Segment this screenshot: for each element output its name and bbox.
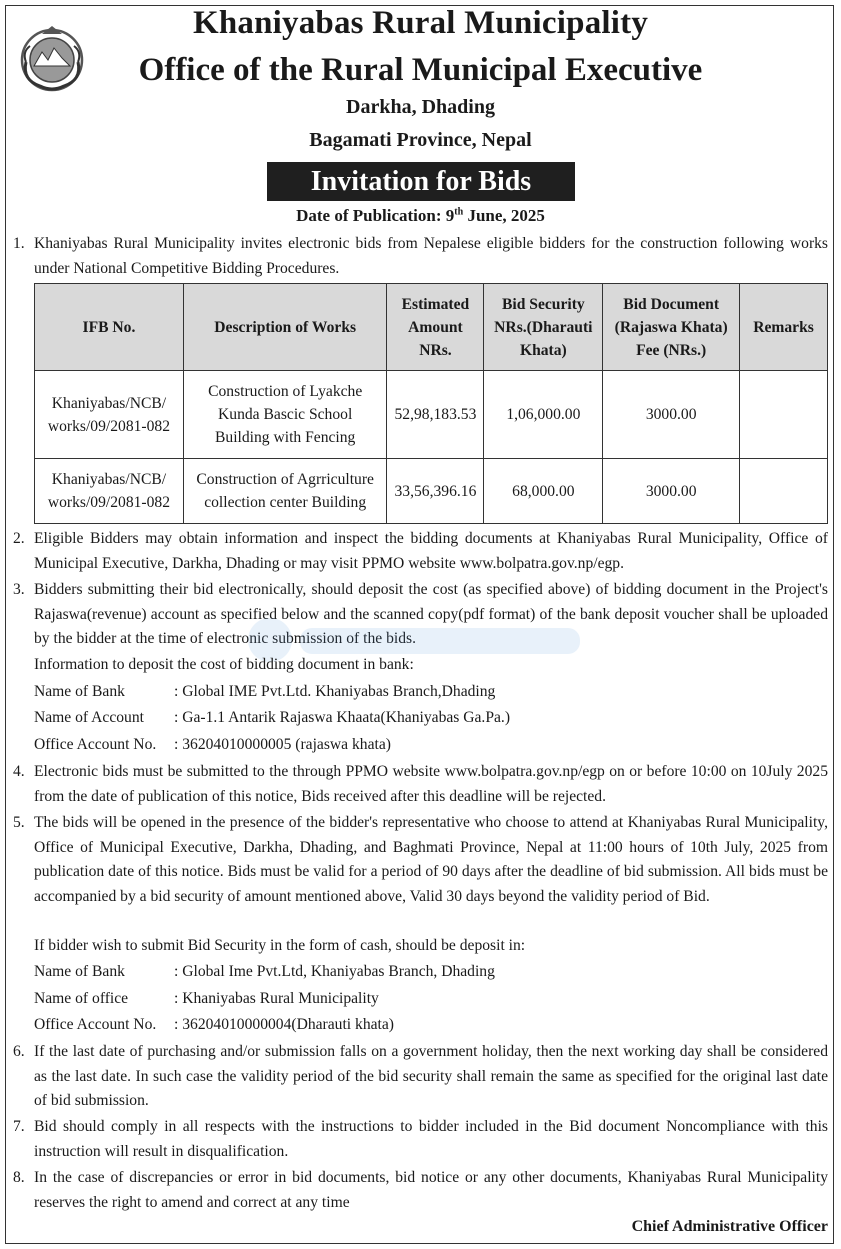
clause-6: 6. If the last date of purchasing and/or submission falls on a government holiday, then the next working day shall be considered as the last date. In such case the validity period of the bid security shall remain the same as specified for the original last date of bid submission. (13, 1043, 828, 1109)
security-acno-row: Office Account No. : 36204010000004(Dharauti khata) (34, 1016, 394, 1033)
deposit-bank-row: Name of Bank : Global IME Pvt.Ltd. Khaniyabas Branch,Dhading (34, 683, 496, 700)
clause-5: 5. The bids will be opened in the presence of the bidder's representative who choose to attend at Khaniyabas Rural Municipality, Office of Municipal Executive, Darkha, Dhading, and Baghmati Province, Nepal at 11:00 hours of 10th July, 2025 from publication date of this notice. Bids must be valid for a period of 90 days after the deadline of bid submission. All bids must be accompanied by a bid security of amount mentioned above, Valid 30 days beyond the validity period of Bid. (13, 814, 828, 905)
office-location: Darkha, Dhading (346, 96, 495, 118)
cell-remarks (740, 459, 828, 524)
col-amount: Estimated Amount NRs. (387, 284, 484, 371)
clause-8: 8. In the case of discrepancies or error in bid documents, bid notice or any other documents, Khaniyabas Rural Municipality reserves the right to amend and correct at any time (13, 1169, 828, 1211)
notice-title: Invitation for Bids (267, 162, 575, 201)
col-desc: Description of Works (183, 284, 387, 371)
cell-fee: 3000.00 (603, 371, 740, 459)
cell-security: 68,000.00 (484, 459, 603, 524)
col-ifb: IFB No. (35, 284, 184, 371)
clause-2: 2. Eligible Bidders may obtain information and inspect the bidding documents at Khaniyabas Rural Municipality, Office of Municipal Executive, Darkha, Dhading or may visit PPMO website www.bolpatra.gov.np/egp. (13, 530, 828, 572)
clause-4: 4. Electronic bids must be submitted to the through PPMO website www.bolpatra.gov.np/egp on or before 10:00 on 10July 2025 from the date of publication of this notice, Bids received after this deadline will be rejected. (13, 763, 828, 805)
cell-fee: 3000.00 (603, 459, 740, 524)
table-row (35, 459, 828, 524)
cell-remarks (740, 371, 828, 459)
deposit-acno-row: Office Account No. : 36204010000005 (rajaswa khata) (34, 736, 391, 753)
cell-security: 1,06,000.00 (484, 371, 603, 459)
table-row (35, 371, 828, 459)
publication-date: Date of Publication: 9th June, 2025 (296, 206, 545, 225)
clause-3: 3. Bidders submitting their bid electronically, should deposit the cost (as specified above) of bidding document in the Project's Rajaswa(revenue) account as specified below and the scanned copy(pdf format) of the bank deposit voucher shall be uploaded by the bidder at the time of electronic submission of the bids. (13, 581, 828, 647)
security-bank-row: Name of Bank : Global Ime Pvt.Ltd, Khaniyabas Branch, Dhading (34, 963, 495, 980)
deposit-intro: Information to deposit the cost of bidding document in bank: (34, 656, 414, 673)
clause-7: 7. Bid should comply in all respects with the instructions to bidder included in the Bid document Noncompliance with this instruction will result in disqualification. (13, 1118, 828, 1160)
security-intro: If bidder wish to submit Bid Security in the form of cash, should be deposit in: (34, 937, 526, 954)
col-remarks: Remarks (740, 284, 828, 371)
cell-amount: 52,98,183.53 (387, 371, 484, 459)
deposit-account-row: Name of Account : Ga-1.1 Antarik Rajaswa Khaata(Khaniyabas Ga.Pa.) (34, 709, 511, 726)
cell-amount: 33,56,396.16 (387, 459, 484, 524)
bids-table (34, 283, 828, 524)
cell-desc: Construction of Agrriculture collection center Building (183, 459, 387, 524)
cell-ifb: Khaniyabas/NCB/ works/09/2081-082 (35, 459, 184, 524)
col-security: Bid Security NRs.(Dharauti Khata) (484, 284, 603, 371)
office-name: Office of the Rural Municipal Executive (138, 52, 703, 88)
office-province: Bagamati Province, Nepal (309, 129, 532, 151)
col-fee: Bid Document (Rajaswa Khata) Fee (NRs.) (603, 284, 740, 371)
org-name: Khaniyabas Rural Municipality (192, 5, 649, 41)
table-header-row (35, 284, 828, 371)
signatory: Chief Administrative Officer (631, 1218, 828, 1235)
cell-desc: Construction of Lyakche Kunda Bascic School Building with Fencing (183, 371, 387, 459)
security-office-row: Name of office : Khaniyabas Rural Municipality (34, 990, 379, 1007)
cell-ifb: Khaniyabas/NCB/ works/09/2081-082 (35, 371, 184, 459)
clause-1: 1. Khaniyabas Rural Municipality invites electronic bids from Nepalese eligible bidders for the construction following works under National Competitive Bidding Procedures. (13, 235, 828, 277)
